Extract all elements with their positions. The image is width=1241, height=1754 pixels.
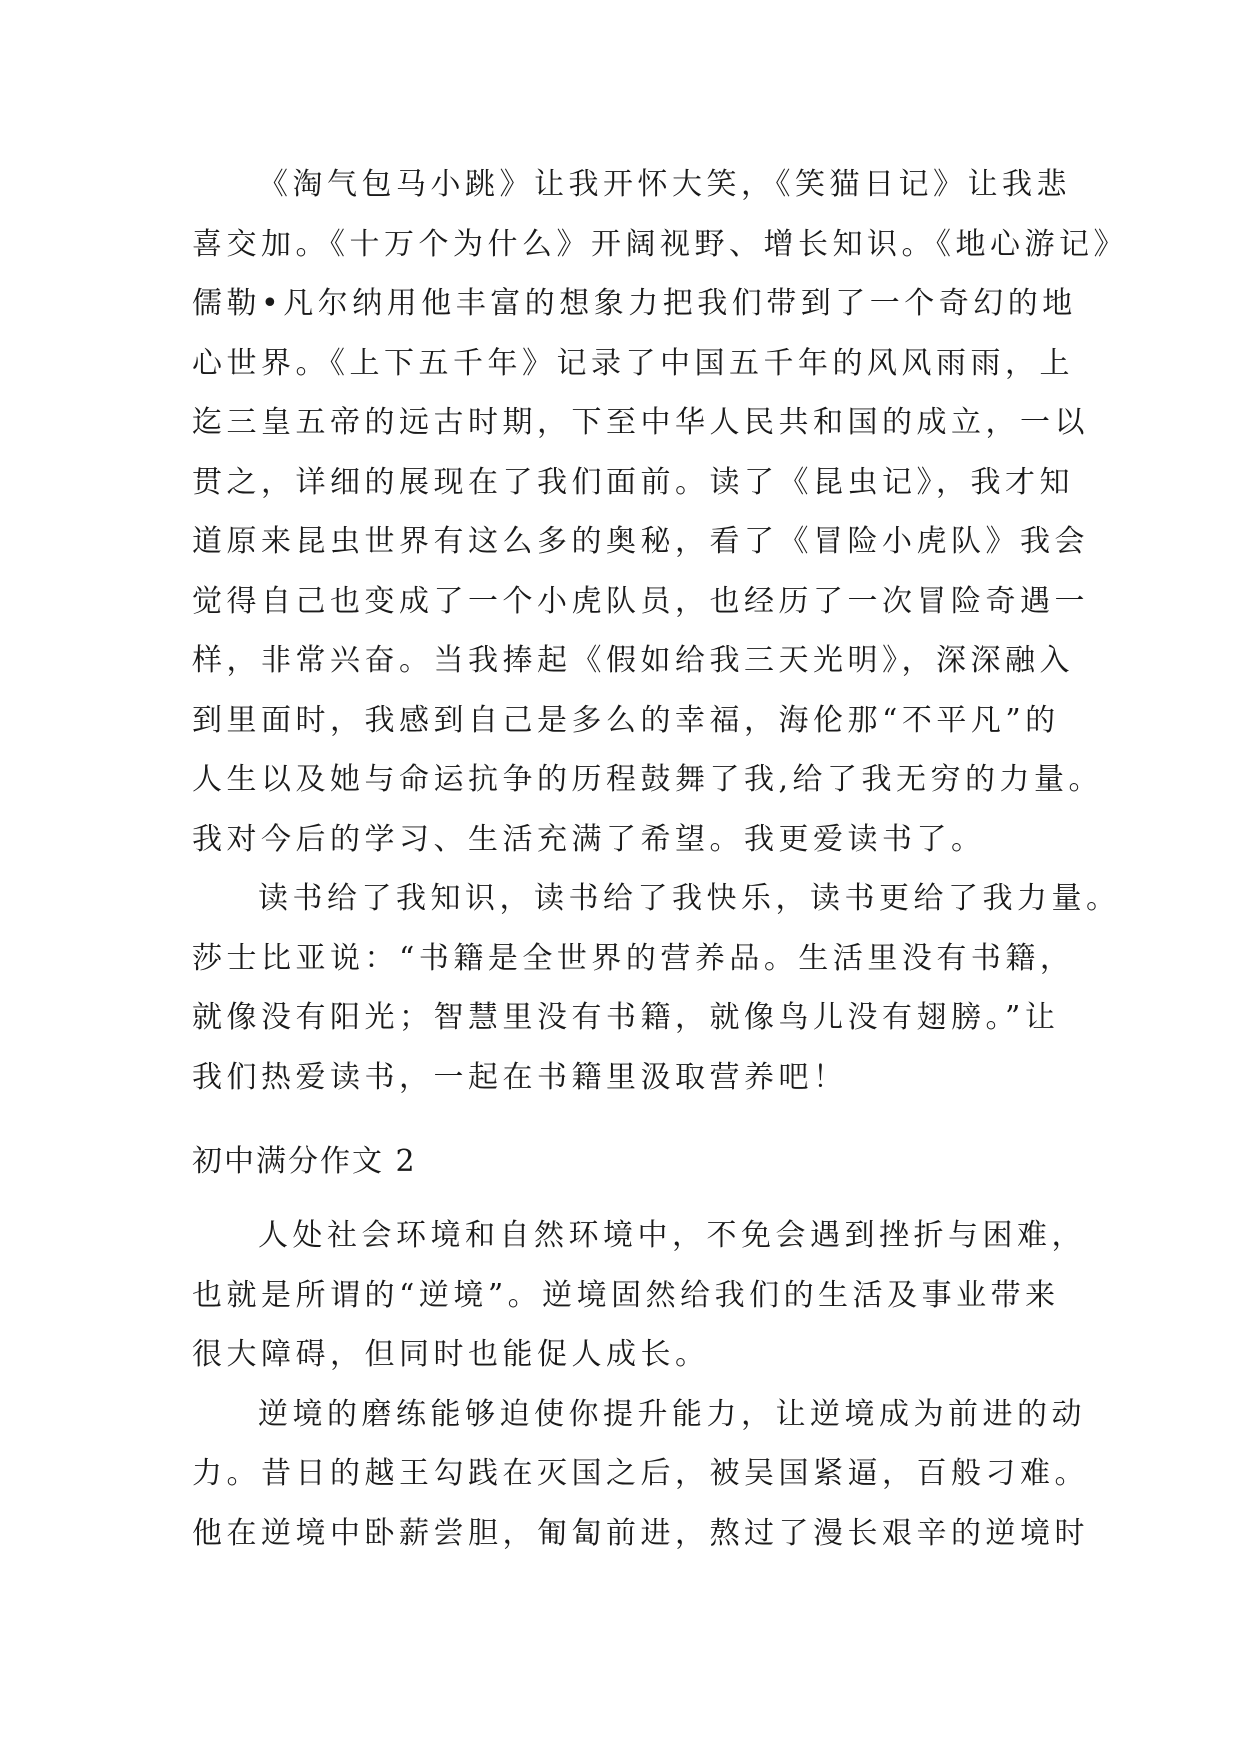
- paragraph-line: 道原来昆虫世界有这么多的奥秘，看了《冒险小虎队》我会: [192, 524, 1089, 559]
- paragraph-line: 也就是所谓的“逆境”。逆境固然给我们的生活及事业带来: [192, 1277, 1060, 1313]
- paragraph-line: 贯之，详细的展现在了我们面前。读了《昆虫记》，我才知: [192, 464, 1074, 500]
- paragraph-line: 很大障碍，但同时也能促人成长。: [192, 1337, 710, 1372]
- paragraph-line: 心世界。《上下五千年》记录了中国五千年的风风雨雨，上: [192, 345, 1074, 381]
- paragraph-line: 逆境的磨练能够迫使你提升能力，让逆境成为前进的动: [258, 1396, 1086, 1432]
- paragraph-line: 读书给了我知识，读书给了我快乐，读书更给了我力量。: [258, 881, 1121, 916]
- paragraph-line: 他在逆境中卧薪尝胆，匍匐前进，熬过了漫长艰辛的逆境时: [192, 1515, 1089, 1551]
- paragraph-line: 迄三皇五帝的远古时期，下至中华人民共和国的成立，一以: [192, 405, 1089, 440]
- paragraph-line: 《淘气包马小跳》让我开怀大笑，《笑猫日记》让我悲: [258, 167, 1071, 202]
- paragraph-line: 觉得自己也变成了一个小虎队员，也经历了一次冒险奇遇一: [192, 583, 1089, 619]
- essay-body-bottom: [192, 1206, 1089, 1563]
- paragraph-line: 人生以及她与命运抗争的历程鼓舞了我,给了我无穷的力量。: [192, 762, 1104, 797]
- paragraph-line: 样，非常兴奋。当我捧起《假如给我三天光明》，深深融入: [192, 643, 1074, 678]
- paragraph-line: 力。昔日的越王勾践在灭国之后，被吴国紧逼，百般刁难。: [192, 1456, 1089, 1491]
- paragraph-line: 到里面时，我感到自己是多么的幸福，海伦那“不平凡”的: [192, 702, 1060, 738]
- paragraph-line: 人处社会环境和自然环境中，不免会遇到挫折与困难，: [258, 1218, 1086, 1253]
- paragraph-line: 莎士比亚说：“书籍是全世界的营养品。生活里没有书籍，: [192, 940, 1075, 976]
- paragraph-line: 我们热爱读书，一起在书籍里汲取营养吧！: [192, 1059, 848, 1095]
- paragraph-line: 我对今后的学习、生活充满了希望。我更爱读书了。: [192, 821, 986, 857]
- paragraph-line: 喜交加。《十万个为什么》开阔视野、增长知识。《地心游记》: [192, 226, 1128, 262]
- essay-body-top: [192, 155, 1128, 1107]
- essay-heading: 初中满分作文 2: [192, 1144, 417, 1179]
- paragraph-line: 儒勒•凡尔纳用他丰富的想象力把我们带到了一个奇幻的地: [192, 286, 1077, 321]
- paragraph-line: 就像没有阳光；智慧里没有书籍，就像鸟儿没有翅膀。”让: [192, 1000, 1060, 1035]
